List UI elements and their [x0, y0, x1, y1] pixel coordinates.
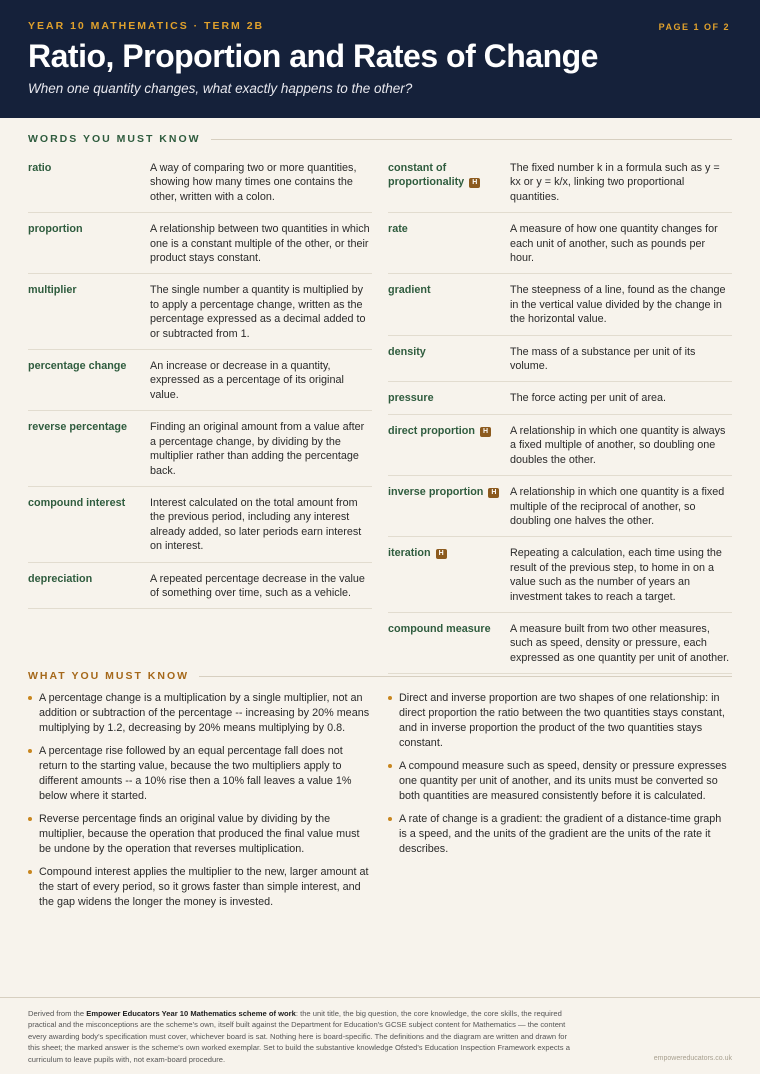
- glossary-term: percentage change: [28, 360, 127, 373]
- glossary-row: [388, 482, 732, 537]
- glossary-term: inverse proportion H: [388, 485, 510, 528]
- big-question: When one quantity changes, what exactly happens to the other?: [28, 81, 413, 96]
- glossary-term: compound measure: [388, 622, 491, 635]
- glossary-term: reverse percentage: [28, 421, 128, 434]
- glossary-row: [28, 493, 372, 563]
- glossary-definition: A measure built from two other measures, such as speed, density or pressure, each expressed as one quantity per unit of another.: [510, 622, 730, 664]
- glossary-row: [28, 356, 372, 411]
- divider: [211, 139, 732, 140]
- higher-tier-badge: H: [436, 549, 447, 559]
- knowledge-bullet: Compound interest applies the multiplier to the new, larger amount at the start of every period, so it grows faster than simple interest, and the gap widens the longer the money is invested.: [28, 865, 372, 910]
- glossary-column-left: [28, 158, 372, 680]
- bullet-dot-icon: [388, 764, 392, 768]
- source-title: Empower Educators Year 10 Mathematics scheme of work: [86, 1009, 296, 1018]
- glossary-term: depreciation: [28, 572, 93, 585]
- know-heading: [28, 670, 732, 682]
- glossary-term: iteration H: [388, 546, 510, 604]
- glossary: [28, 158, 732, 680]
- glossary-row: [388, 619, 732, 674]
- glossary-row: [28, 158, 372, 213]
- glossary-definition: A relationship in which one quantity is always a fixed multiple of another, so doubling one doubles the other.: [510, 424, 726, 466]
- page-number: PAGE 1 OF 2: [658, 22, 730, 32]
- glossary-definition: The fixed number k in a formula such as y = kx or y = k/x, linking two proportional quantities.: [510, 162, 720, 203]
- glossary-row: [28, 280, 372, 350]
- glossary-definition: The steepness of a line, found as the change in the vertical value divided by the change in the horizontal value.: [510, 284, 726, 326]
- glossary-heading-text: WORDS YOU MUST KNOW: [28, 133, 201, 145]
- knowledge-column-right: [388, 691, 732, 918]
- glossary-definition: A relationship between two quantities in which one is a constant multiple of the other, or their product stays constant.: [150, 223, 370, 265]
- bullet-dot-icon: [388, 696, 392, 700]
- higher-tier-badge: H: [480, 427, 491, 437]
- bullet-dot-icon: [28, 817, 32, 821]
- bullet-dot-icon: [388, 817, 392, 821]
- glossary-definition: A way of comparing two or more quantities, showing how many times one contains the other, written with a colon.: [150, 162, 357, 203]
- glossary-row: [28, 219, 372, 274]
- glossary-definition: The mass of a substance per unit of its volume.: [510, 345, 696, 373]
- glossary-definition: An increase or decrease in a quantity, expressed as a percentage of its original value.: [150, 360, 344, 401]
- know-heading-text: WHAT YOU MUST KNOW: [28, 670, 190, 682]
- glossary-definition: A measure of how one quantity changes for each unit of another, such as pounds per hour.: [510, 223, 718, 265]
- glossary-row: [388, 280, 732, 335]
- glossary-definition: A repeated percentage decrease in the value of something over time, such as a vehicle.: [150, 572, 365, 599]
- glossary-definition: Repeating a calculation, each time using the result of the previous step, to home in on a value such as the number of years an investment takes to reach a target.: [510, 547, 722, 603]
- knowledge-bullet: Reverse percentage finds an original value by dividing by the multiplier, because the operation that produced the final value must be undone by the operation that reverses multiplication.: [28, 812, 372, 857]
- glossary-term: multiplier: [28, 284, 77, 297]
- glossary-term: ratio: [28, 162, 52, 174]
- glossary-row: [388, 388, 732, 414]
- glossary-term: constant of proportionality H: [388, 161, 510, 204]
- knowledge-bullet: A compound measure such as speed, density or pressure expresses one quantity per unit of another, and its units must be converted so both quantities are measured consistently before it is calculated.: [388, 759, 732, 804]
- glossary-row: [28, 417, 372, 487]
- glossary-term: proportion: [28, 223, 83, 236]
- page-header: [0, 0, 760, 118]
- bullet-dot-icon: [28, 696, 32, 700]
- glossary-definition: The single number a quantity is multiplied by to apply a percentage change, written as the percentage expressed as a decimal added to or subtracted from 1.: [150, 284, 366, 340]
- glossary-row: [28, 569, 372, 610]
- glossary-row: [388, 543, 732, 613]
- knowledge-bullet: A percentage change is a multiplication by a single multiplier, not an addition or subtraction of the percentage -- increasing by 20% means multiplying by 1.2, decreasing by 20% means multiplying by 0.8.: [28, 691, 372, 736]
- glossary-term: density: [388, 345, 426, 358]
- course-kicker: YEAR 10 MATHEMATICS · TERM 2B: [28, 20, 265, 32]
- glossary-term: rate: [388, 223, 408, 236]
- page-title: Ratio, Proportion and Rates of Change: [28, 38, 598, 74]
- higher-tier-badge: H: [469, 178, 480, 188]
- key-knowledge: [28, 691, 732, 918]
- glossary-row: [388, 219, 732, 274]
- source-note: Derived from the Empower Educators Year 10 Mathematics scheme of work: the unit title, the big question, the core knowledge, the core skills, the required practical and the misconceptions are the scheme's own, itself built against the Department for Education's GCSE subject content for Mathematics — the content every awarding body's specification must cover, whichever board is sat. Nothing here is board-specific. The definitions and the diagram are written and drawn for this sheet; the marked answer is the scheme's own worked exemplar. Set to build the substantive knowledge Ofsted's Education Inspection Framework expects a curriculum to leave pupils with, not exam-board procedure.: [28, 1009, 570, 1064]
- knowledge-bullet: A percentage rise followed by an equal percentage fall does not return to the starting value, because the two multipliers apply to different amounts -- a 10% rise then a 10% fall leaves a value 1% below where it started.: [28, 744, 372, 804]
- higher-tier-badge: H: [488, 488, 499, 498]
- glossary-heading: [28, 133, 732, 145]
- bullet-dot-icon: [28, 870, 32, 874]
- knowledge-bullet: Direct and inverse proportion are two shapes of one relationship: in direct proportion the ratio between the two quantities stays constant, and in inverse proportion the product of the two quantities stays constant.: [388, 691, 732, 751]
- site-url: empowereducators.co.uk: [653, 1055, 732, 1062]
- glossary-term: direct proportion H: [388, 424, 510, 467]
- divider: [199, 676, 732, 677]
- glossary-term: compound interest: [28, 496, 126, 509]
- page-footer: [0, 997, 760, 1065]
- bullet-dot-icon: [28, 749, 32, 753]
- glossary-term: pressure: [388, 392, 434, 405]
- glossary-definition: The force acting per unit of area.: [510, 392, 667, 405]
- glossary-row: [388, 421, 732, 476]
- glossary-column-right: [388, 158, 732, 680]
- glossary-definition: Interest calculated on the total amount from the previous period, including any interest already added, so later periods earn interest on interest.: [150, 496, 362, 553]
- glossary-definition: A relationship in which one quantity is a fixed multiple of the reciprocal of another, so doubling one halves the other.: [510, 486, 725, 527]
- glossary-row: [388, 342, 732, 383]
- knowledge-bullet: A rate of change is a gradient: the gradient of a distance-time graph is a speed, and the units of the gradient are the units of the rate it describes.: [388, 812, 732, 857]
- knowledge-column-left: [28, 691, 372, 918]
- glossary-row: [388, 158, 732, 213]
- glossary-definition: Finding an original amount from a value after a percentage change, by dividing by the multiplier rather than adding the percentage back.: [150, 421, 365, 477]
- glossary-term: gradient: [388, 284, 431, 297]
